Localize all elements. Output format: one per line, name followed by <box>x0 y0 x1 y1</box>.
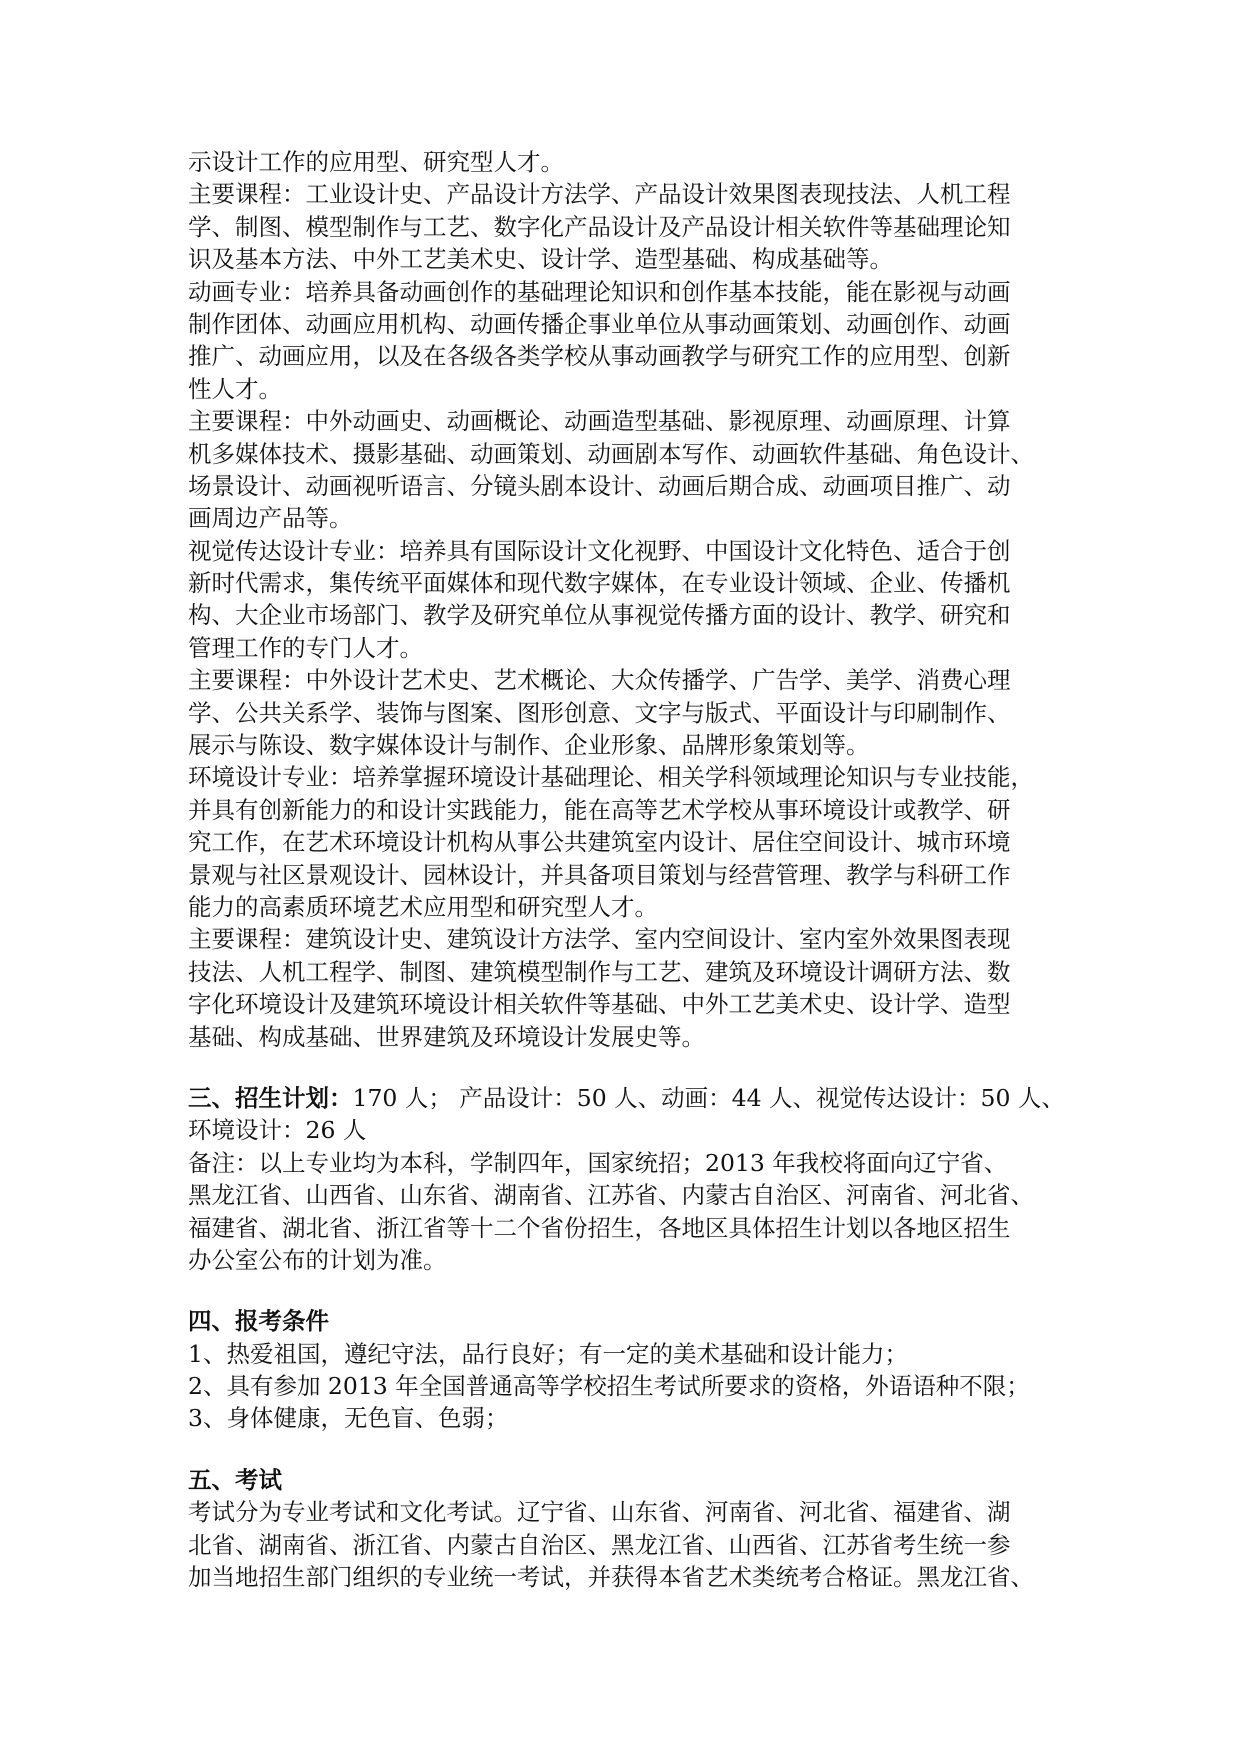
text-line: 能力的高素质环境艺术应用型和研究型人才。 <box>188 892 658 921</box>
text-line: 推广、动画应用，以及在各级各类学校从事动画教学与研究工作的应用型、创新 <box>188 342 1011 371</box>
paragraph-gap <box>188 1053 1058 1082</box>
text-line: 性人才。 <box>188 374 282 403</box>
text-line: 学、制图、模型制作与工艺、数字化产品设计及产品设计相关软件等基础理论知 <box>188 212 1011 241</box>
text-line: 考试分为专业考试和文化考试。辽宁省、山东省、河南省、河北省、福建省、湖 <box>188 1498 1011 1527</box>
text-line: 展示与陈设、数字媒体设计与制作、企业形象、品牌形象策划等。 <box>188 731 870 760</box>
text-line: 环境设计：26 人 <box>188 1116 367 1145</box>
list-item: 3、身体健康，无色盲、色弱； <box>188 1404 509 1433</box>
text-line: 管理工作的专门人才。 <box>188 633 423 662</box>
text-line: 动画专业：培养具备动画创作的基础理论知识和创作基本技能，能在影视与动画 <box>188 277 1011 306</box>
text-line: 景观与社区景观设计、园林设计，并具备项目策划与经营管理、教学与科研工作 <box>188 860 1011 889</box>
text-line: 画周边产品等。 <box>188 504 353 533</box>
document-page <box>188 146 1065 1593</box>
section-heading: 四、报考条件 <box>188 1307 329 1336</box>
text-line: 主要课程：建筑设计史、建筑设计方法学、室内空间设计、室内室外效果图表现 <box>188 925 1011 954</box>
enrollment-totals: 170 人； 产品设计：50 人、动画：44 人、视觉传达设计：50 人、 <box>352 1083 1065 1112</box>
text-line: 基础、构成基础、世界建筑及环境设计发展史等。 <box>188 1022 705 1051</box>
exam-section <box>188 1464 1058 1594</box>
requirements-section <box>188 1305 1058 1435</box>
paragraph-gap <box>188 1276 1058 1305</box>
text-line: 黑龙江省、山西省、山东省、湖南省、江苏省、内蒙古自治区、河南省、河北省、 <box>188 1181 1034 1210</box>
text-line: 示设计工作的应用型、研究型人才。 <box>188 148 564 176</box>
section-heading: 三、招生计划： <box>188 1083 353 1112</box>
text-line: 主要课程：工业设计史、产品设计方法学、产品设计效果图表现技法、人机工程 <box>188 180 1011 209</box>
text-line: 技法、人机工程学、制图、建筑模型制作与工艺、建筑及环境设计调研方法、数 <box>188 957 1011 986</box>
list-item: 2、具有参加 2013 年全国普通高等学校招生考试所要求的资格，外语语种不限； <box>188 1372 1030 1401</box>
text-line: 办公室公布的计划为准。 <box>188 1245 447 1274</box>
text-line: 主要课程：中外设计艺术史、艺术概论、大众传播学、广告学、美学、消费心理 <box>188 666 1011 695</box>
majors-section <box>188 146 1058 1053</box>
text-line: 学、公共关系学、装饰与图案、图形创意、文字与版式、平面设计与印刷制作、 <box>188 698 1011 727</box>
list-item: 1、热爱祖国，遵纪守法，品行良好；有一定的美术基础和设计能力； <box>188 1339 908 1368</box>
text-line: 场景设计、动画视听语言、分镜头剧本设计、动画后期合成、动画项目推广、动 <box>188 471 1011 500</box>
paragraph-gap <box>188 1435 1058 1464</box>
text-line: 北省、湖南省、浙江省、内蒙古自治区、黑龙江省、山西省、江苏省考生统一参 <box>188 1530 1011 1559</box>
section-heading-line <box>188 1082 1065 1114</box>
text-line: 视觉传达设计专业：培养具有国际设计文化视野、中国设计文化特色、适合于创 <box>188 536 1011 565</box>
text-line: 构、大企业市场部门、教学及研究单位从事视觉传播方面的设计、教学、研究和 <box>188 601 1011 630</box>
text-line: 环境设计专业：培养掌握环境设计基础理论、相关学科领域理论知识与专业技能， <box>188 763 1034 792</box>
text-line: 备注：以上专业均为本科，学制四年，国家统招；2013 年我校将面向辽宁省、 <box>188 1148 1008 1177</box>
text-line: 究工作，在艺术环境设计机构从事公共建筑室内设计、居住空间设计、城市环境 <box>188 828 1011 857</box>
text-line: 制作团体、动画应用机构、动画传播企事业单位从事动画策划、动画创作、动画 <box>188 309 1011 338</box>
text-line: 识及基本方法、中外工艺美术史、设计学、造型基础、构成基础等。 <box>188 245 893 274</box>
text-line: 加当地招生部门组织的专业统一考试，并获得本省艺术类统考合格证。黑龙江省、 <box>188 1563 1034 1592</box>
text-line: 福建省、湖北省、浙江省等十二个省份招生，各地区具体招生计划以各地区招生 <box>188 1213 1011 1242</box>
text-line: 字化环境设计及建筑环境设计相关软件等基础、中外工艺美术史、设计学、造型 <box>188 990 1011 1019</box>
text-line: 主要课程：中外动画史、动画概论、动画造型基础、影视原理、动画原理、计算 <box>188 407 1011 436</box>
text-line: 并具有创新能力的和设计实践能力，能在高等艺术学校从事环境设计或教学、研 <box>188 795 1011 824</box>
text-line: 机多媒体技术、摄影基础、动画策划、动画剧本写作、动画软件基础、角色设计、 <box>188 439 1034 468</box>
text-line: 新时代需求，集传统平面媒体和现代数字媒体，在专业设计领域、企业、传播机 <box>188 569 1011 598</box>
section-heading: 五、考试 <box>188 1465 282 1494</box>
enrollment-plan-section <box>188 1082 1065 1276</box>
